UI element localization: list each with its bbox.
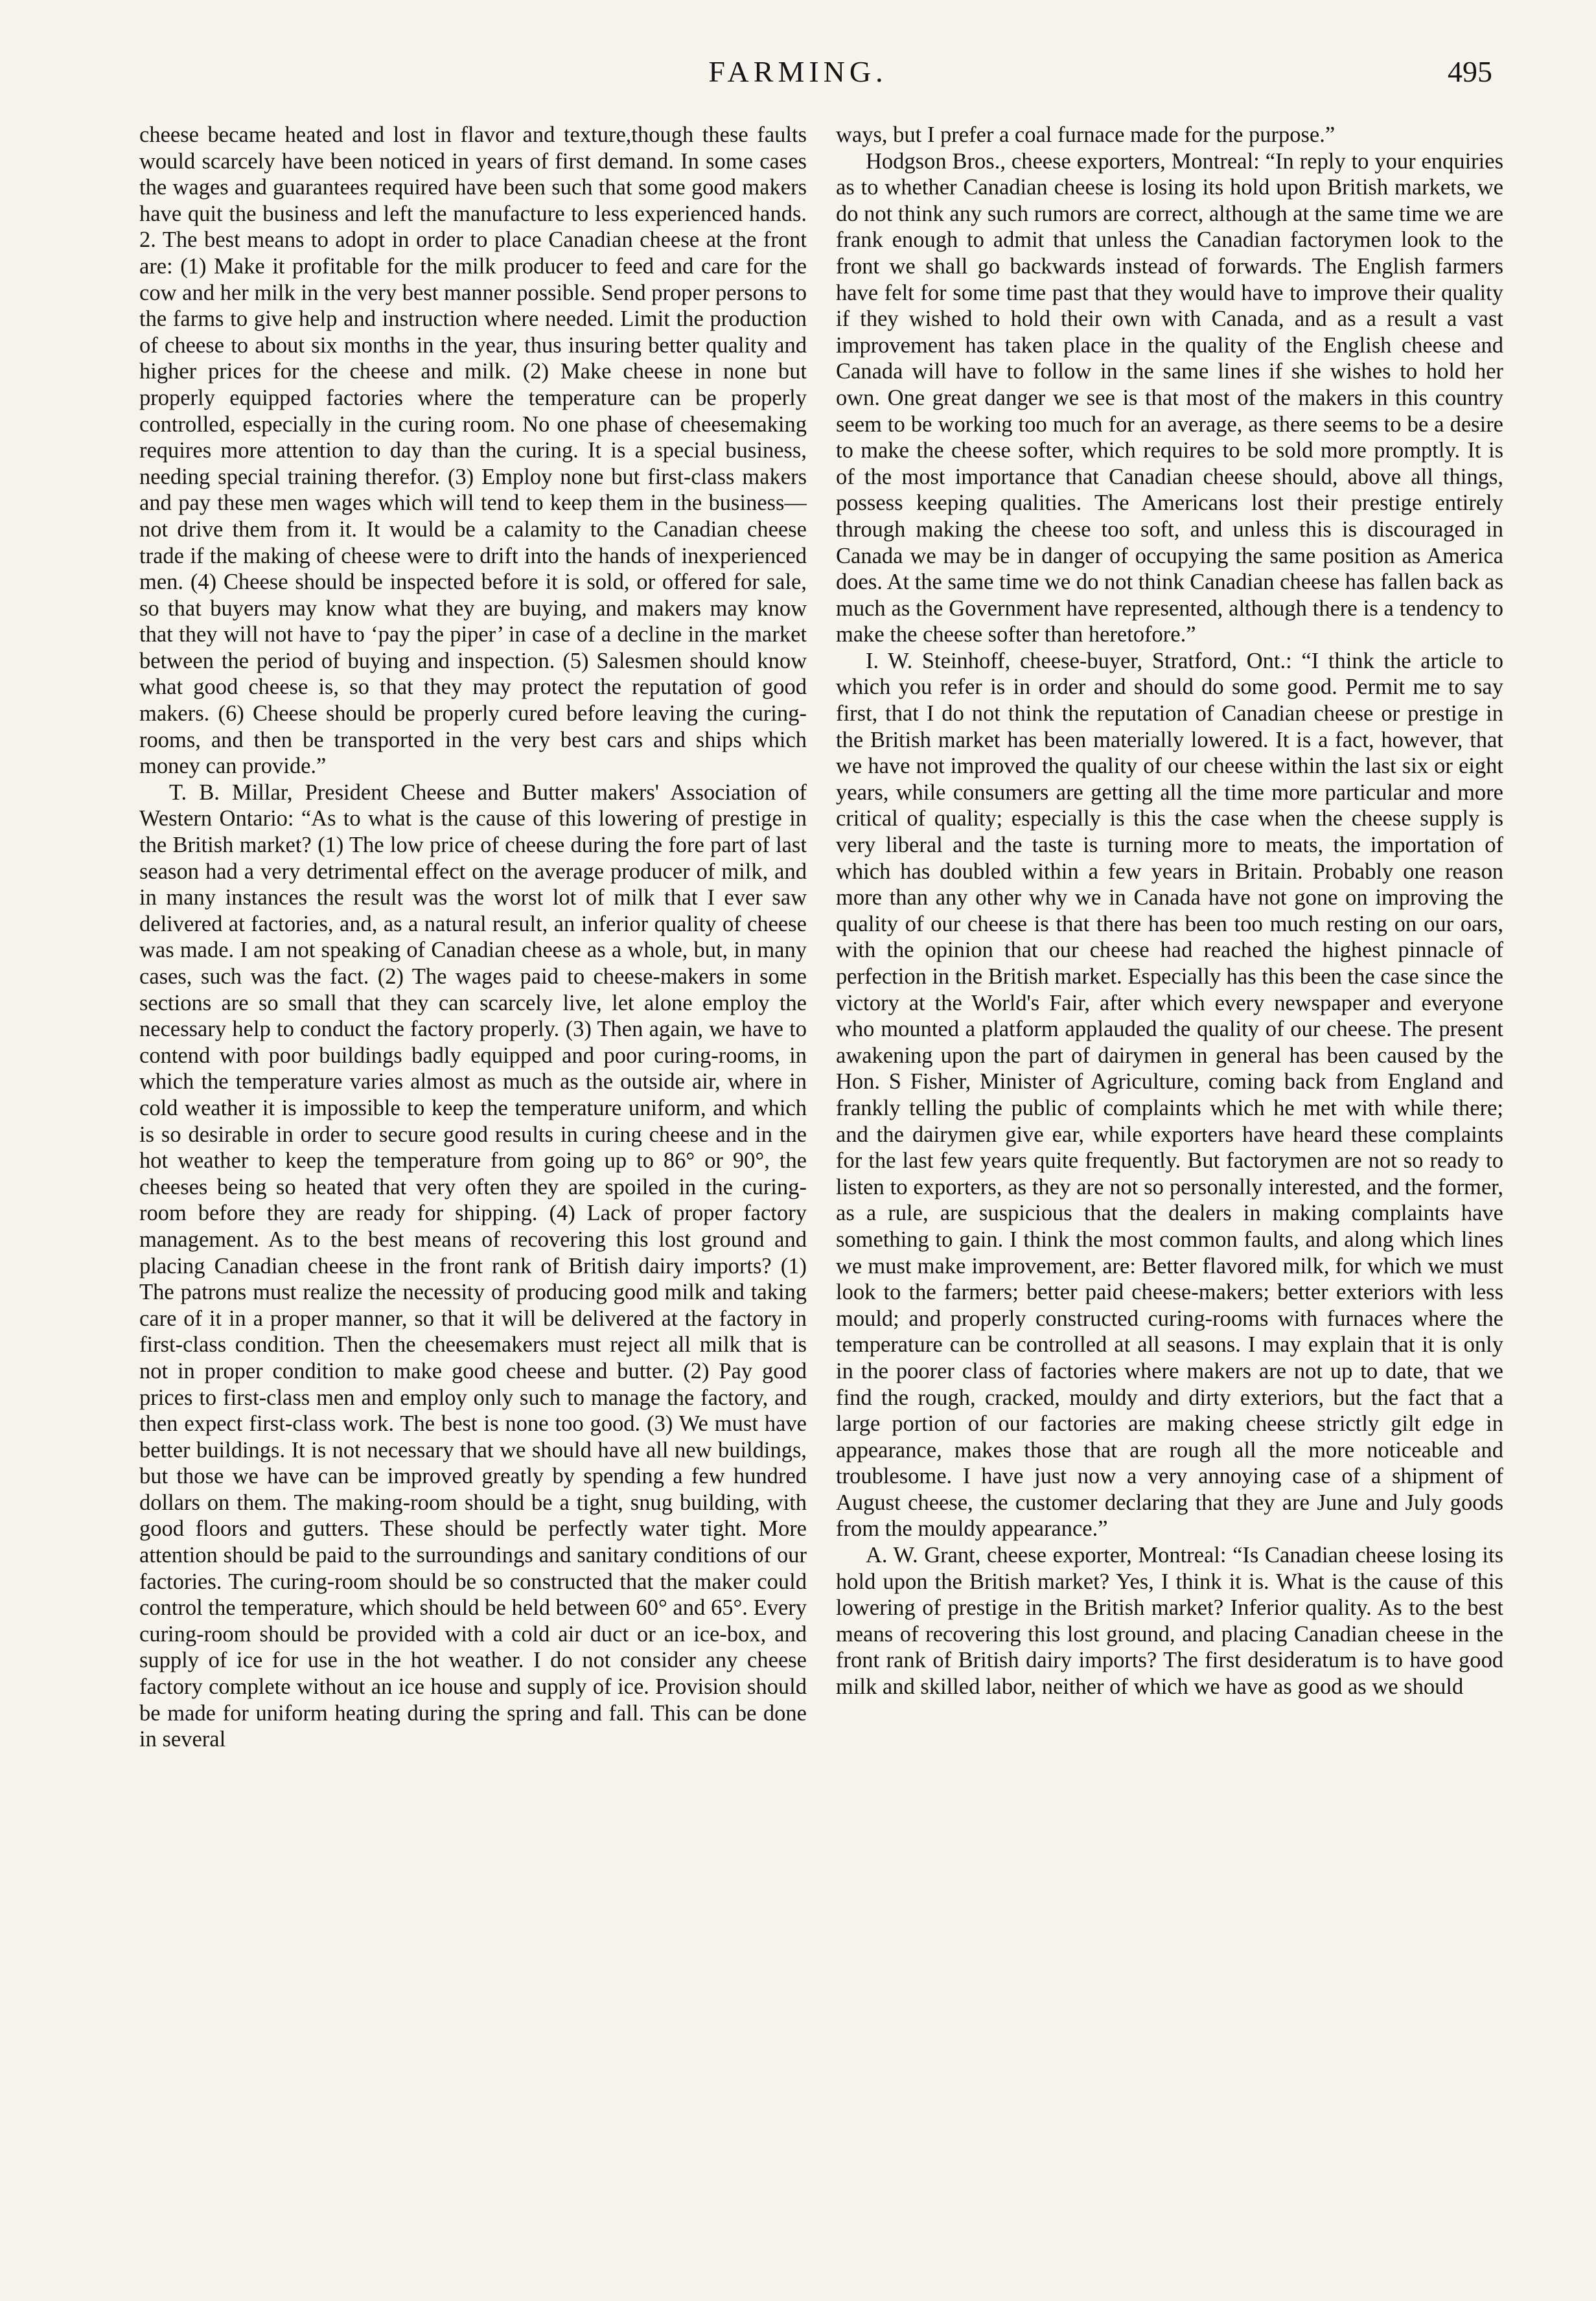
right-column (836, 122, 1503, 2254)
paragraph-continued: ways, but I prefer a coal furnace made for the purpose.” (836, 122, 1336, 147)
running-head (0, 51, 1596, 96)
running-title: FARMING. (708, 55, 888, 88)
paragraph-continued: cheese became heated and lost in flavor and texture,though these faults would scarcely have been noticed in years of first demand. In some cases the wages and guarantees required have been such that some good makers have quit the business and left the manufacture to less experienced hands. 2. The best means to adopt in order to place Canadian cheese at the front are: (1) Make it profitable for the milk producer to feed and care for the cow and her milk in the very best manner possible. Send proper persons to the farms to give help and instruction where needed. Limit the production of cheese to about six months in the year, thus insuring better quality and higher prices for the cheese and milk. (2) Make cheese in none but properly equipped factories where the temperature can be properly controlled, especially in the curing room. No one phase of cheesemaking requires more attention to day than the curing. It is a special business, needing special training therefor. (3) Employ none but first-class makers and pay these men wages which will tend to keep them in the business—not drive them from it. It would be a calamity to the Canadian cheese trade if the making of cheese were to drift into the hands of inexperienced men. (4) Cheese should be inspected before it is sold, or offered for sale, so that buyers may know what they are buying, and makers may know that they will not have to ‘pay the piper’ in case of a decline in the market between the period of buying and inspection. (5) Salesmen should know what good cheese is, so that they may protect the reputation of good makers. (6) Cheese should be properly cured before leaving the curing-rooms, and then be transported in the very best cars and ships which money can provide.” (139, 122, 807, 779)
paragraph-hodgson: Hodgson Bros., cheese exporters, Montreal: “In reply to your enquiries as to whether Canadian cheese is losing its hold upon British markets, we do not think any such rumors are correct, although at the same time we are frank enough to admit that unless the Canadian factorymen look to the front we shall go backwards instead of forwards. The English farmers have felt for some time past that they would have to improve their quality if they wished to hold their own with Canada, and as a result a vast improvement has taken place in the quality of the English cheese and Canada will have to follow in the same lines if she wishes to hold her own. One great danger we see is that most of the makers in this country seem to be working too much for an average, as there seems to be a desire to make the cheese softer, which requires to be sold more promptly. It is of the most importance that Canadian cheese should, above all things, possess keeping qualities. The Americans lost their prestige entirely through making the cheese too soft, and unless this is discouraged in Canada we may be in danger of occupying the same position as America does. At the same time we do not think Canadian cheese has fallen back as much as the Government have represented, although there is a tendency to make the cheese softer than heretofore.” (836, 148, 1503, 647)
paragraph-steinhoff: I. W. Steinhoff, cheese-buyer, Stratford, Ont.: “I think the article to which you refer is in order and should do some good. Permit me to say first, that I do not think the reputation of Canadian cheese or prestige in the British market has been materially lowered. It is a fact, however, that we have not improved the quality of our cheese within the last six or eight years, while consumers are getting all the time more particular and more critical of quality; especially is this the case when the cheese supply is very liberal and the taste is turning more to meats, the importation of which has doubled within a few years in Britain. Probably one reason more than any other why we in Canada have not gone on improving the quality of our cheese is that there has been too much resting on our oars, with the opinion that our cheese had reached the highest pinnacle of perfection in the British market. Especially has this been the case since the victory at the World's Fair, after which every newspaper and everyone who mounted a platform applauded the quality of our cheese. The present awakening upon the part of dairymen in general has been caused by the Hon. S Fisher, Minister of Agriculture, coming back from England and frankly telling the public of complaints which he met with while there; and the dairymen give ear, while exporters have heard these complaints for the last few years quite frequently. But factorymen are not so ready to listen to exporters, as they are not so personally interested, and the former, as a rule, are suspicious that the dealers in making complaints have something to gain. I think the most common faults, and along which lines we must make improvement, are: Better flavored milk, for which we must look to the farmers; better paid cheese-makers; better exteriors with less mould; and properly constructed curing-rooms with furnaces where the temperature can be controlled at all seasons. I may explain that it is only in the poorer class of factories where makers are not up to date, that we find the rough, cracked, mouldy and dirty exteriors, but the fact that a large portion of our factories are making cheese strictly gilt edge in appearance, makes those that are rough all the more noticeable and troublesome. I have just now a very annoying case of a shipment of August cheese, the customer declaring that they are June and July goods from the mouldy appearance.” (836, 648, 1503, 1542)
paragraph-millar: T. B. Millar, President Cheese and Butter makers' Association of Western Ontario: “As to what is the cause of this lowering of prestige in the British market? (1) The low price of cheese during the fore part of last season had a very detrimental effect on the average producer of milk, and in many instances the result was the worst lot of milk that I ever saw delivered at factories, and, as a natural result, an inferior quality of cheese was made. I am not speaking of Canadian cheese as a whole, but, in many cases, such was the fact. (2) The wages paid to cheese-makers in some sections are so small that they can scarcely live, let alone employ the necessary help to conduct the factory properly. (3) Then again, we have to contend with poor buildings badly equipped and poor curing-rooms, in which the temperature varies almost as much as the outside air, where in cold weather it is impossible to keep the temperature uniform, and which is so desirable in order to secure good results in curing cheese and in the hot weather to keep the temperature from going up to 86° or 90°, the cheeses being so heated that very often they are spoiled in the curing-room before they are ready for shipping. (4) Lack of proper factory management. As to the best means of recovering this lost ground and placing Canadian cheese in the front rank of British dairy imports? (1) The patrons must realize the necessity of producing good milk and taking care of it in a proper manner, so that it will be delivered at the factory in first-class condition. Then the cheesemakers must reject all milk that is not in proper condition to make good cheese and butter. (2) Pay good prices to first-class men and employ only such to manage the factory, and then expect first-class work. The best is none too good. (3) We must have better buildings. It is not necessary that we should have all new buildings, but those we have can be improved greatly by spending a few hundred dollars on them. The making-room should be a tight, snug building, with good floors and gutters. These should be perfectly water tight. More attention should be paid to the surroundings and sanitary conditions of our factories. The curing-room should be so constructed that the maker could control the temperature, which should be held between 60° and 65°. Every curing-room should be provided with a cold air duct or an ice-box, and supply of ice for use in the hot weather. I do not consider any cheese factory complete without an ice house and supply of ice. Provision should be made for uniform heating during the spring and fall. This can be done in several (139, 780, 807, 1752)
page-number: 495 (1448, 55, 1492, 88)
left-column (139, 122, 807, 2254)
paragraph-grant: A. W. Grant, cheese exporter, Montreal: “Is Canadian cheese losing its hold upon the British market? Yes, I think it is. What is the cause of this lowering of prestige in the British market? Inferior quality. As to the best means of recovering this lost ground, and placing Canadian cheese in the front rank of British dairy imports? The first desideratum is to have good milk and skilled labor, neither of which we have as good as we should (836, 1543, 1503, 1700)
